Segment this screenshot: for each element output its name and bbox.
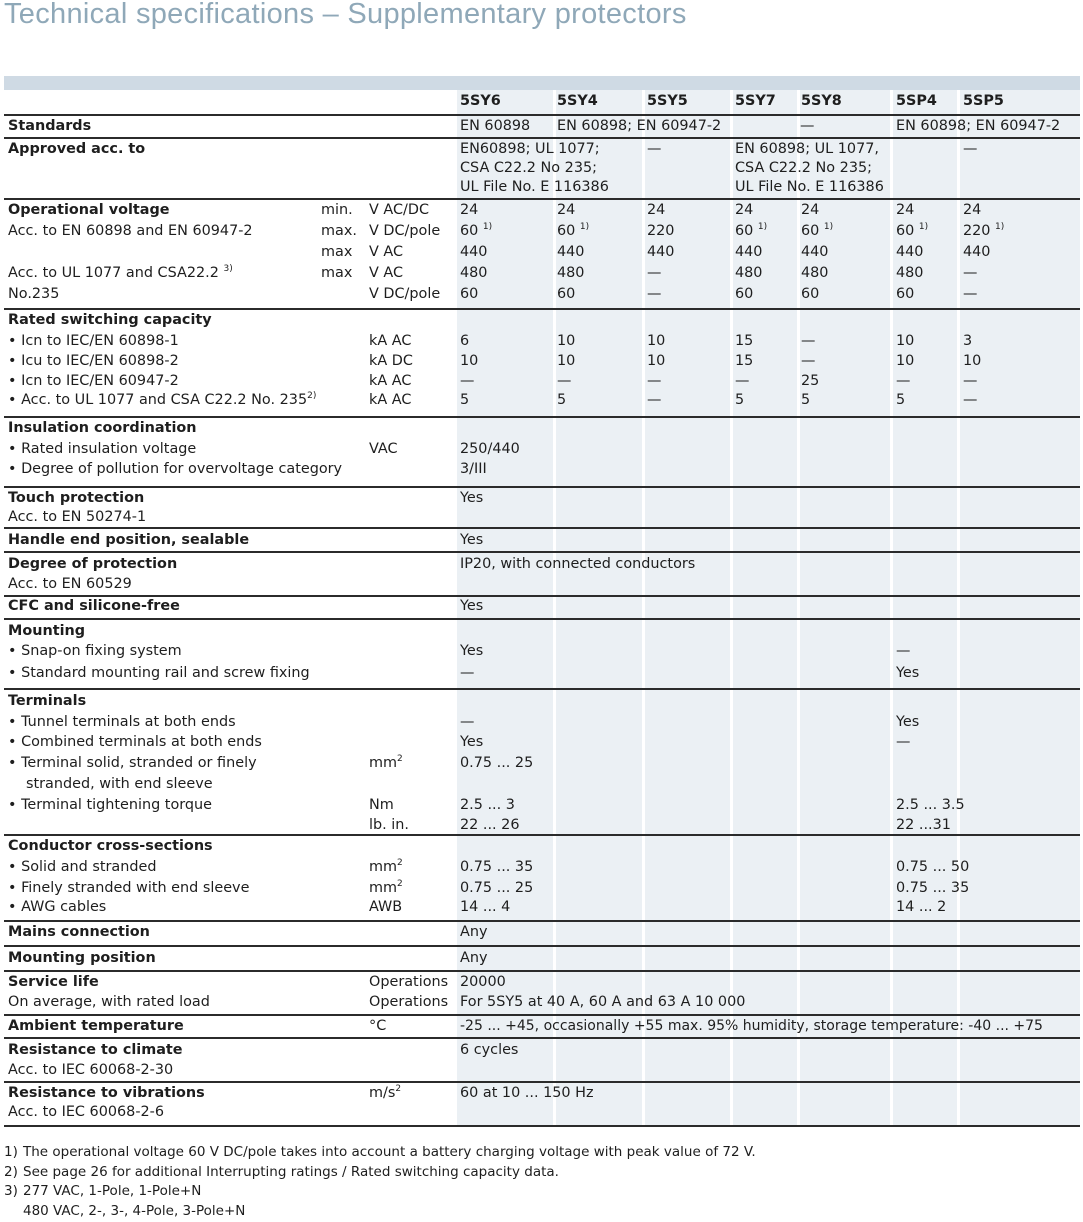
qualifier: max. bbox=[321, 223, 357, 239]
row-label: Insulation coordination bbox=[8, 420, 197, 436]
cell-value: 10 bbox=[896, 333, 915, 349]
row-label: Mains connection bbox=[8, 924, 150, 940]
unit: kA DC bbox=[369, 353, 413, 369]
cell-value: 440 bbox=[460, 244, 488, 260]
unit: Nm bbox=[369, 797, 394, 813]
cell-value: 480 bbox=[801, 265, 829, 281]
cell-value: 6 bbox=[460, 333, 470, 349]
row-label: Approved acc. to bbox=[8, 141, 146, 157]
cell-value: 60 $^{1)}$ bbox=[896, 222, 929, 239]
cell-value: — bbox=[896, 734, 911, 750]
cell-value: 440 bbox=[647, 244, 675, 260]
cell-value: 440 bbox=[735, 244, 763, 260]
page-title: Technical specifications – Supplementary protectors bbox=[4, 0, 687, 30]
row-item: • Icn to IEC/EN 60947-2 bbox=[8, 372, 179, 390]
cell-value: 15 bbox=[735, 353, 754, 369]
cell-value: Yes bbox=[460, 734, 484, 750]
unit: AWB bbox=[369, 899, 403, 915]
row-divider bbox=[4, 688, 1080, 690]
cell-value: 60 $^{1)}$ bbox=[460, 222, 493, 239]
row-sublabel: Acc. to IEC 60068-2-30 bbox=[8, 1062, 174, 1078]
cell-value: EN 60898; EN 60947-2 bbox=[896, 118, 1061, 134]
cell-value: 14 ... 2 bbox=[896, 899, 947, 915]
cell-value: 0.75 ... 35 bbox=[460, 859, 534, 875]
cell-value: 10 bbox=[647, 333, 666, 349]
cell-value: 440 bbox=[801, 244, 829, 260]
cell-value: 2.5 ... 3.5 bbox=[896, 797, 965, 813]
cell-value: EN 60898; EN 60947-2 bbox=[557, 118, 722, 134]
cell-value: 60 $^{1)}$ bbox=[801, 222, 834, 239]
row-divider bbox=[4, 198, 1080, 200]
cell-value: EN 60898; UL 1077, bbox=[735, 141, 879, 157]
unit: $mm^2$ bbox=[369, 879, 403, 896]
cell-value: 60 at 10 ... 150 Hz bbox=[460, 1085, 594, 1101]
row-item: • Snap-on fixing system bbox=[8, 642, 182, 660]
cell-value: 60 bbox=[557, 286, 576, 302]
cell-value: 5 bbox=[735, 392, 745, 408]
row-divider bbox=[4, 416, 1080, 418]
cell-value: — bbox=[963, 392, 978, 408]
cell-value: 25 bbox=[801, 373, 820, 389]
row-divider bbox=[4, 137, 1080, 139]
footnote: 480 VAC, 2-, 3-, 4-Pole, 3-Pole+N bbox=[23, 1203, 246, 1219]
unit: Operations bbox=[369, 994, 449, 1010]
unit: $mm^2$ bbox=[369, 858, 403, 875]
row-label: Handle end position, sealable bbox=[8, 532, 250, 548]
unit: lb. in. bbox=[369, 817, 409, 833]
cell-value: — bbox=[800, 118, 815, 134]
row-sublabel: Acc. to EN 60529 bbox=[8, 576, 132, 592]
cell-value: 250/440 bbox=[460, 441, 520, 457]
row-divider bbox=[4, 920, 1080, 922]
cell-value: -25 ... +45, occasionally +55 max. 95% humidity, storage temperature: -40 ... +75 bbox=[460, 1018, 1043, 1034]
cell-value: 6 cycles bbox=[460, 1042, 519, 1058]
cell-value: 60 bbox=[896, 286, 915, 302]
cell-value: EN60898; UL 1077; bbox=[460, 141, 600, 157]
row-sublabel: No.235 bbox=[8, 286, 60, 302]
cell-value: 3 bbox=[963, 333, 973, 349]
row-label: Rated switching capacity bbox=[8, 312, 212, 328]
row-label: Operational voltage bbox=[8, 202, 170, 218]
cell-value: 480 bbox=[460, 265, 488, 281]
row-item: stranded, with end sleeve bbox=[26, 776, 213, 792]
cell-value: 10 bbox=[460, 353, 479, 369]
row-divider bbox=[4, 1081, 1080, 1083]
row-label: Conductor cross-sections bbox=[8, 838, 213, 854]
cell-value: — bbox=[896, 643, 911, 659]
cell-value: 0.75 ... 35 bbox=[896, 880, 970, 896]
cell-value: — bbox=[735, 373, 750, 389]
column-header: 5SP5 bbox=[963, 93, 1004, 109]
cell-value: 24 bbox=[896, 202, 915, 218]
row-label: Degree of protection bbox=[8, 556, 178, 572]
row-sublabel: Acc. to EN 60898 and EN 60947-2 bbox=[8, 223, 253, 239]
row-item: • Terminal tightening torque bbox=[8, 796, 212, 814]
row-divider bbox=[4, 308, 1080, 310]
cell-value: Any bbox=[460, 950, 488, 966]
cell-value: — bbox=[647, 286, 662, 302]
cell-value: 440 bbox=[557, 244, 585, 260]
row-item: • AWG cables bbox=[8, 898, 106, 916]
cell-value: 10 bbox=[896, 353, 915, 369]
row-item: • Finely stranded with end sleeve bbox=[8, 879, 249, 897]
column-header: 5SY5 bbox=[647, 93, 688, 109]
cell-value: 3/III bbox=[460, 461, 487, 477]
cell-value: 5 bbox=[460, 392, 470, 408]
row-divider bbox=[4, 945, 1080, 947]
row-divider bbox=[4, 1037, 1080, 1039]
footnote: 2) See page 26 for additional Interrupting ratings / Rated switching capacity data. bbox=[4, 1164, 559, 1180]
unit: V AC/DC bbox=[369, 202, 430, 218]
cell-value: 480 bbox=[735, 265, 763, 281]
cell-value: — bbox=[963, 373, 978, 389]
row-item: • Acc. to UL 1077 and CSA C22.2 No. 235$^{2)}$ bbox=[8, 391, 316, 409]
row-item: • Terminal solid, stranded or finely bbox=[8, 754, 257, 772]
cell-value: 0.75 ... 25 bbox=[460, 755, 534, 771]
cell-value: — bbox=[647, 141, 662, 157]
row-divider bbox=[4, 527, 1080, 529]
unit: $mm^2$ bbox=[369, 754, 403, 771]
cell-value: 22 ... 26 bbox=[460, 817, 520, 833]
cell-value: — bbox=[647, 373, 662, 389]
cell-value: UL File No. E 116386 bbox=[460, 179, 609, 195]
cell-value: For 5SY5 at 40 A, 60 A and 63 A 10 000 bbox=[460, 994, 746, 1010]
cell-value: 60 $^{1)}$ bbox=[557, 222, 590, 239]
unit: °C bbox=[369, 1018, 387, 1034]
qualifier: max bbox=[321, 244, 353, 260]
row-label: Mounting position bbox=[8, 950, 156, 966]
cell-value: Yes bbox=[896, 665, 920, 681]
row-divider bbox=[4, 618, 1080, 620]
row-label: Touch protection bbox=[8, 490, 145, 506]
row-item: • Combined terminals at both ends bbox=[8, 733, 262, 751]
unit: Operations bbox=[369, 974, 449, 990]
cell-value: Yes bbox=[460, 490, 484, 506]
row-divider bbox=[4, 486, 1080, 488]
cell-value: — bbox=[460, 665, 475, 681]
row-sublabel: On average, with rated load bbox=[8, 994, 210, 1010]
unit: kA AC bbox=[369, 333, 412, 349]
cell-value: Yes bbox=[460, 532, 484, 548]
cell-value: Yes bbox=[896, 714, 920, 730]
cell-value: 440 bbox=[896, 244, 924, 260]
cell-value: 24 bbox=[647, 202, 666, 218]
row-divider bbox=[4, 970, 1080, 972]
row-divider bbox=[4, 1014, 1080, 1016]
row-item: • Icn to IEC/EN 60898-1 bbox=[8, 332, 179, 350]
row-item: • Degree of pollution for overvoltage category bbox=[8, 460, 342, 478]
cell-value: 5 bbox=[801, 392, 811, 408]
cell-value: 24 bbox=[963, 202, 982, 218]
cell-value: 440 bbox=[963, 244, 991, 260]
cell-value: 60 bbox=[801, 286, 820, 302]
row-sublabel: Acc. to UL 1077 and CSA22.2 $^{3)}$ bbox=[8, 264, 233, 281]
footnote: 1) The operational voltage 60 V DC/pole takes into account a battery charging voltage with peak value of 72 V. bbox=[4, 1144, 756, 1160]
unit: kA AC bbox=[369, 392, 412, 408]
row-item: • Tunnel terminals at both ends bbox=[8, 713, 236, 731]
cell-value: 5 bbox=[557, 392, 567, 408]
cell-value: 5 bbox=[896, 392, 906, 408]
row-sublabel: Acc. to IEC 60068-2-6 bbox=[8, 1104, 165, 1120]
cell-value: CSA C22.2 No 235; bbox=[460, 160, 597, 176]
cell-value: 24 bbox=[460, 202, 479, 218]
column-header: 5SY7 bbox=[735, 93, 776, 109]
cell-value: 10 bbox=[557, 333, 576, 349]
column-header: 5SY8 bbox=[801, 93, 842, 109]
cell-value: — bbox=[963, 265, 978, 281]
unit: kA AC bbox=[369, 373, 412, 389]
unit: V AC bbox=[369, 265, 404, 281]
unit: VAC bbox=[369, 441, 398, 457]
cell-value: — bbox=[896, 373, 911, 389]
row-item: • Icu to IEC/EN 60898-2 bbox=[8, 352, 179, 370]
cell-value: — bbox=[460, 373, 475, 389]
row-label: Standards bbox=[8, 118, 92, 134]
cell-value: 480 bbox=[896, 265, 924, 281]
cell-value: — bbox=[963, 141, 978, 157]
row-label: Resistance to vibrations bbox=[8, 1085, 205, 1101]
column-header: 5SY6 bbox=[460, 93, 501, 109]
row-divider bbox=[4, 551, 1080, 553]
cell-value: 22 ...31 bbox=[896, 817, 951, 833]
row-label: Ambient temperature bbox=[8, 1018, 184, 1034]
footnote: 3) 277 VAC, 1-Pole, 1-Pole+N bbox=[4, 1183, 202, 1199]
row-divider bbox=[4, 1125, 1080, 1127]
cell-value: Any bbox=[460, 924, 488, 940]
row-label: CFC and silicone-free bbox=[8, 598, 180, 614]
cell-value: 24 bbox=[801, 202, 820, 218]
cell-value: UL File No. E 116386 bbox=[735, 179, 884, 195]
cell-value: 0.75 ... 25 bbox=[460, 880, 534, 896]
cell-value: 0.75 ... 50 bbox=[896, 859, 970, 875]
qualifier: min. bbox=[321, 202, 353, 218]
cell-value: 60 bbox=[460, 286, 479, 302]
cell-value: CSA C22.2 No 235; bbox=[735, 160, 872, 176]
column-header: 5SP4 bbox=[896, 93, 937, 109]
unit: V DC/pole bbox=[369, 286, 441, 302]
cell-value: — bbox=[801, 333, 816, 349]
row-item: • Standard mounting rail and screw fixing bbox=[8, 664, 310, 682]
row-item: • Solid and stranded bbox=[8, 858, 157, 876]
cell-value: — bbox=[647, 392, 662, 408]
row-divider bbox=[4, 834, 1080, 836]
cell-value: 220 $^{1)}$ bbox=[963, 222, 1005, 239]
cell-value: Yes bbox=[460, 598, 484, 614]
row-label: Service life bbox=[8, 974, 99, 990]
cell-value: — bbox=[647, 265, 662, 281]
cell-value: 60 $^{1)}$ bbox=[735, 222, 768, 239]
cell-value: 220 bbox=[647, 223, 675, 239]
cell-value: 480 bbox=[557, 265, 585, 281]
cell-value: 2.5 ... 3 bbox=[460, 797, 515, 813]
row-label: Resistance to climate bbox=[8, 1042, 183, 1058]
cell-value: — bbox=[801, 353, 816, 369]
cell-value: IP20, with connected conductors bbox=[460, 556, 696, 572]
cell-value: 10 bbox=[963, 353, 982, 369]
unit: V DC/pole bbox=[369, 223, 441, 239]
row-label: Mounting bbox=[8, 623, 86, 639]
qualifier: max bbox=[321, 265, 353, 281]
row-label: Terminals bbox=[8, 693, 87, 709]
unit: V AC bbox=[369, 244, 404, 260]
cell-value: 10 bbox=[647, 353, 666, 369]
cell-value: Yes bbox=[460, 643, 484, 659]
cell-value: 15 bbox=[735, 333, 754, 349]
cell-value: 20000 bbox=[460, 974, 506, 990]
cell-value: — bbox=[963, 286, 978, 302]
cell-value: 24 bbox=[557, 202, 576, 218]
cell-value: — bbox=[460, 714, 475, 730]
cell-value: EN 60898 bbox=[460, 118, 531, 134]
table-top-bar bbox=[4, 76, 1080, 90]
cell-value: 14 ... 4 bbox=[460, 899, 511, 915]
cell-value: 60 bbox=[735, 286, 754, 302]
cell-value: 24 bbox=[735, 202, 754, 218]
cell-value: 10 bbox=[557, 353, 576, 369]
row-divider bbox=[4, 114, 1080, 116]
cell-value: — bbox=[557, 373, 572, 389]
row-item: • Rated insulation voltage bbox=[8, 440, 196, 458]
row-sublabel: Acc. to EN 50274-1 bbox=[8, 509, 147, 525]
column-header: 5SY4 bbox=[557, 93, 598, 109]
unit: $m/s^2$ bbox=[369, 1084, 402, 1101]
